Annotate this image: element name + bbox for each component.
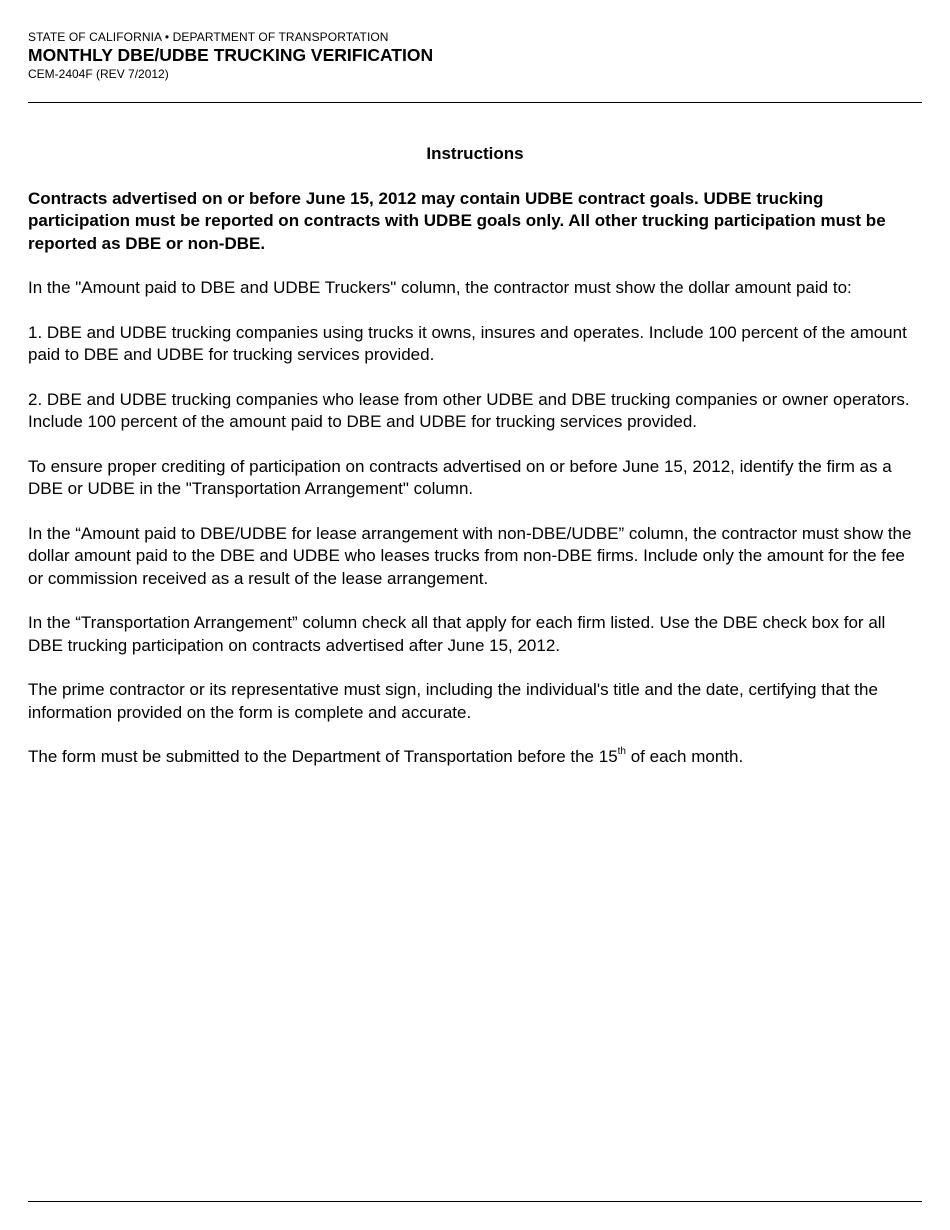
form-title: MONTHLY DBE/UDBE TRUCKING VERIFICATION bbox=[28, 45, 434, 65]
form-header bbox=[28, 30, 922, 81]
instruction-item-1: 1. DBE and UDBE trucking companies using trucks it owns, insures and operates. Include 100 percent of the amount paid to DBE and UDBE for trucking services provided. bbox=[28, 322, 907, 364]
udbe-goals-notice: Contracts advertised on or before June 15, 2012 may contain UDBE contract goals. UDBE trucking participation must be reported on contracts with UDBE goals only. All other trucking participation must be reported as DBE or non-DBE. bbox=[28, 188, 886, 253]
transportation-arrangement-paragraph: In the “Transportation Arrangement” column check all that apply for each firm listed. Use the DBE check box for all DBE trucking participation on contracts advertised after June 15, 2012. bbox=[28, 613, 886, 655]
submission-text-end: of each month. bbox=[626, 747, 744, 766]
instructions-section bbox=[28, 143, 922, 791]
crediting-paragraph: To ensure proper crediting of participation on contracts advertised on or before June 15, 2012, identify the firm as a DBE or UDBE in the "Transportation Arrangement" column. bbox=[28, 456, 892, 498]
agency-name: STATE OF CALIFORNIA • DEPARTMENT OF TRANSPORTATION bbox=[28, 30, 389, 44]
header-divider bbox=[28, 102, 922, 103]
footer-divider bbox=[28, 1201, 922, 1202]
form-number: CEM-2404F (REV 7/2012) bbox=[28, 67, 169, 81]
submission-text-start: The form must be submitted to the Department of Transportation before the 15 bbox=[28, 747, 618, 766]
instruction-item-2: 2. DBE and UDBE trucking companies who lease from other UDBE and DBE trucking companies or owner operators. Include 100 percent of the amount paid to DBE and UDBE for trucking services provided. bbox=[28, 389, 910, 431]
instructions-heading: Instructions bbox=[426, 144, 524, 163]
certification-paragraph: The prime contractor or its representative must sign, including the individual's title and the date, certifying that the information provided on the form is complete and accurate. bbox=[28, 680, 878, 722]
submission-deadline-paragraph bbox=[28, 746, 922, 769]
ordinal-suffix: th bbox=[617, 746, 626, 757]
amount-paid-intro: In the "Amount paid to DBE and UDBE Truckers" column, the contractor must show the dollar amount paid to: bbox=[28, 278, 852, 297]
lease-arrangement-paragraph: In the “Amount paid to DBE/UDBE for lease arrangement with non-DBE/UDBE” column, the contractor must show the dollar amount paid to the DBE and UDBE who leases trucks from non-DBE firms. Include only the amount for the fee or commission received as a result of the lease arrangement. bbox=[28, 523, 912, 588]
